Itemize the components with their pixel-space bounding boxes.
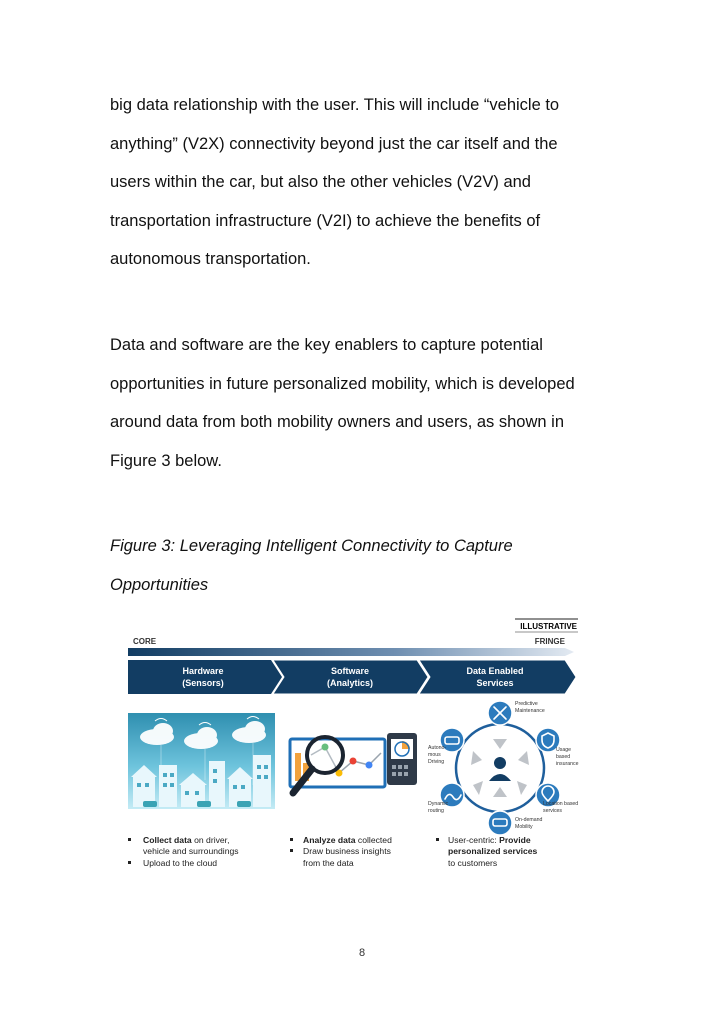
- caption-line: Opportunities: [110, 575, 209, 594]
- core-to-fringe-arrow: [128, 648, 574, 656]
- bullet-bold: Analyze data: [303, 835, 356, 845]
- figure-caption: [110, 527, 610, 604]
- page-number: 8: [358, 947, 366, 959]
- bullet-bold: Provide: [499, 835, 531, 845]
- bullet-text: collected: [355, 835, 392, 845]
- location-label-1: Location based: [543, 801, 579, 807]
- paragraph-line: anything” (V2X) connectivity beyond just the car itself and the: [110, 134, 558, 153]
- paragraph-line: opportunities in future personalized mobility, which is developed: [110, 374, 575, 393]
- caption-line: Figure 3: Leveraging Intelligent Connectivity to Capture: [110, 537, 513, 555]
- paragraph-1: [110, 86, 610, 279]
- autonomous-label-1: Autono-: [428, 745, 447, 751]
- predictive-label-2: Maintenance: [515, 708, 545, 714]
- usage-label-3: insurance: [556, 761, 579, 767]
- bullet-list-services: [436, 835, 538, 868]
- figure-3-diagram: [125, 615, 585, 880]
- ondemand-label-2: Mobility: [515, 824, 533, 830]
- svg-text:Collect data on driver,: [143, 835, 229, 845]
- autonomous-label-2: mous: [428, 752, 441, 758]
- stage-hardware-title: Hardware: [182, 666, 224, 676]
- paragraph-line: autonomous transportation.: [110, 250, 311, 268]
- dynamic-label-2: routing: [428, 808, 444, 814]
- bullet-text: from the data: [303, 858, 354, 868]
- paragraph-line: Figure 3 below.: [110, 451, 222, 470]
- bullet-text: on driver,: [191, 835, 230, 845]
- stage-software-title: Software: [330, 666, 370, 676]
- bullet-text: User-centric:: [448, 835, 500, 845]
- analytics-illustration: [290, 733, 417, 793]
- bullet-text: Draw business insights: [303, 846, 391, 856]
- ondemand-label-1: On-demand: [515, 817, 543, 823]
- bullet-bold: Collect data: [143, 835, 192, 845]
- paragraph-line: around data from both mobility owners and users, as shown in: [110, 413, 564, 431]
- usage-label-2: based: [556, 754, 571, 760]
- svg-text:Analyze data collected: [303, 835, 392, 845]
- person-icon: [489, 757, 511, 781]
- illustrative-label: ILLUSTRATIVE: [520, 622, 577, 631]
- bullet-text: vehicle and surroundings: [143, 846, 239, 856]
- bullet-list-hardware: [128, 835, 239, 868]
- core-label: CORE: [133, 637, 157, 646]
- paragraph-line: users within the car, but also the other vehicles (V2V) and: [110, 173, 531, 191]
- location-label-2: services: [543, 808, 563, 814]
- fringe-label: FRINGE: [534, 637, 565, 646]
- bullet-text: to customers: [448, 858, 498, 868]
- predictive-label-1: Predictive: [515, 701, 538, 707]
- paragraph-2: [110, 326, 610, 480]
- bullet-bold: personalized services: [448, 846, 538, 856]
- paragraph-line: Data and software are the key enablers to capture potential: [110, 336, 543, 354]
- bullet-list-software: [290, 835, 392, 868]
- dynamic-label-1: Dynamic: [428, 801, 449, 807]
- connected-city-illustration: [128, 713, 275, 809]
- stage-services-subtitle: Services: [476, 678, 514, 688]
- usage-label-1: Usage: [556, 747, 571, 753]
- stage-services-title: Data Enabled: [466, 666, 524, 676]
- stage-software-subtitle: (Analytics): [326, 678, 374, 688]
- bullet-text: Upload to the cloud: [143, 858, 218, 868]
- svg-text:User-centric: Provide: [448, 835, 531, 845]
- paragraph-line: transportation infrastructure (V2I) to achieve the benefits of: [110, 211, 541, 230]
- on-demand-mobility-icon: [488, 811, 512, 835]
- autonomous-label-3: Driving: [428, 759, 445, 765]
- paragraph-line: big data relationship with the user. This will include “vehicle to: [110, 96, 560, 114]
- stage-hardware-subtitle: (Sensors): [182, 678, 224, 688]
